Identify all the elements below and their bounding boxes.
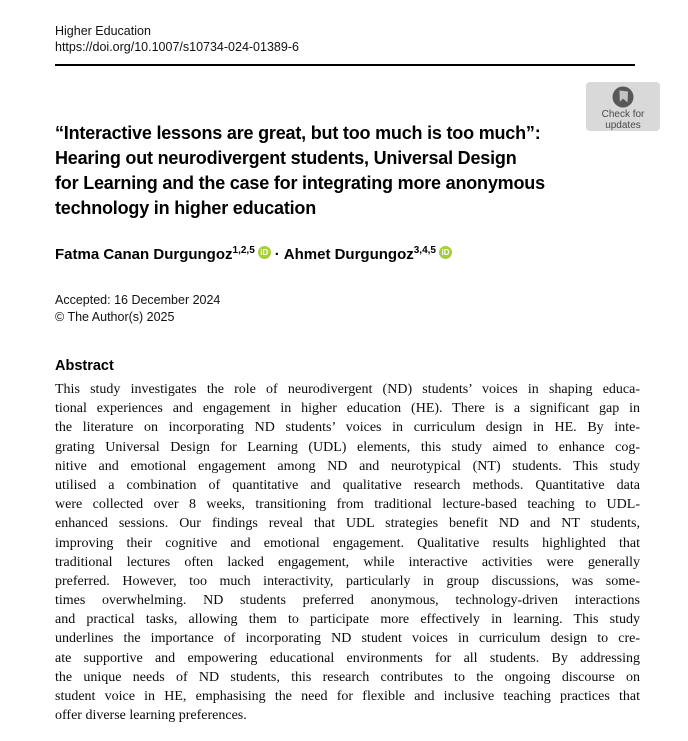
orcid-icon[interactable]: iD [258,246,271,259]
author-separator: · [274,246,280,263]
crossmark-icon [610,84,636,110]
author-affiliation-numbers: 1,2,5 [232,245,255,256]
author-affiliation-numbers: 3,4,5 [413,245,436,256]
text-line: nitive and emotional engagement among ND and neurotypical (NT) students. This study [55,458,640,474]
text-line: traditional lectures often lacked engagement, while interactive activities were generally [55,554,640,570]
text-line: for Learning and the case for integrating more anonymous [55,173,545,193]
copyright-notice: © The Author(s) 2025 [55,309,175,324]
text-line: the literature on incorporating ND students’ voices in curriculum design in HE. By inte- [55,420,640,436]
text-line: preferred. However, too much interactivity, particularly in group discussions, was some- [55,573,640,589]
author-name: Ahmet Durgungoz [283,246,414,263]
accepted-date: Accepted: 16 December 2024 [55,293,221,307]
text-line: This study investigates the role of neurodivergent (ND) students’ voices in shaping educa- [55,382,640,397]
text-line: tional experiences and engagement in higher education (HE). There is a significant gap in [55,401,640,417]
text-line: the unique needs of ND students, this research contributes to the ongoing discourse on [55,669,640,685]
text-line: improving their cognitive and emotional engagement. Qualitative results highlighted that [55,535,640,551]
text-line: Hearing out neurodivergent students, Universal Design [55,148,517,168]
author-name: Fatma Canan Durgungoz [55,246,233,263]
journal-name: Higher Education [55,24,151,38]
text-line: technology in higher education [55,198,317,218]
text-line: grating Universal Design for Learning (UDL) elements, this study aimed to enhance cog- [55,439,640,455]
text-line: student voice in HE, emphasising the need for flexible and inclusive teaching practices that [55,689,640,704]
text-line: enhanced sessions. Our findings reveal that UDL strategies benefit ND and NT students, [55,516,640,532]
text-line: “Interactive lessons are great, but too much is too much”: [55,123,541,143]
orcid-icon[interactable]: iD [439,246,452,259]
abstract-text [55,380,640,725]
journal-header [55,23,299,55]
text-line: and practical tasks, allowing them to participate more effectively in learning. This study [55,612,640,628]
text-line: times overwhelming. ND students preferred anonymous, technology-driven interactions [55,593,640,609]
abstract-heading: Abstract [55,358,114,374]
text-line: ate supportive and empowering educational environments for all students. By addressing [55,650,640,666]
text-line: utilised a combination of quantitative and qualitative research methods. Quantitative data [55,477,640,493]
authors-line [55,245,452,263]
header-divider [55,64,635,66]
article-meta [55,292,220,325]
check-for-updates-label: Check for updates [601,109,645,131]
article-title [55,121,647,221]
text-line: underlines the importance of incorporating ND student voices in curriculum design to cre- [55,631,640,647]
text-line: were collected over 8 weeks, transitioning from traditional lecture-based teaching to UDL- [55,497,640,513]
doi-link[interactable]: https://doi.org/10.1007/s10734-024-01389-6 [55,40,299,54]
text-line: offer diverse learning preferences. [55,708,247,724]
